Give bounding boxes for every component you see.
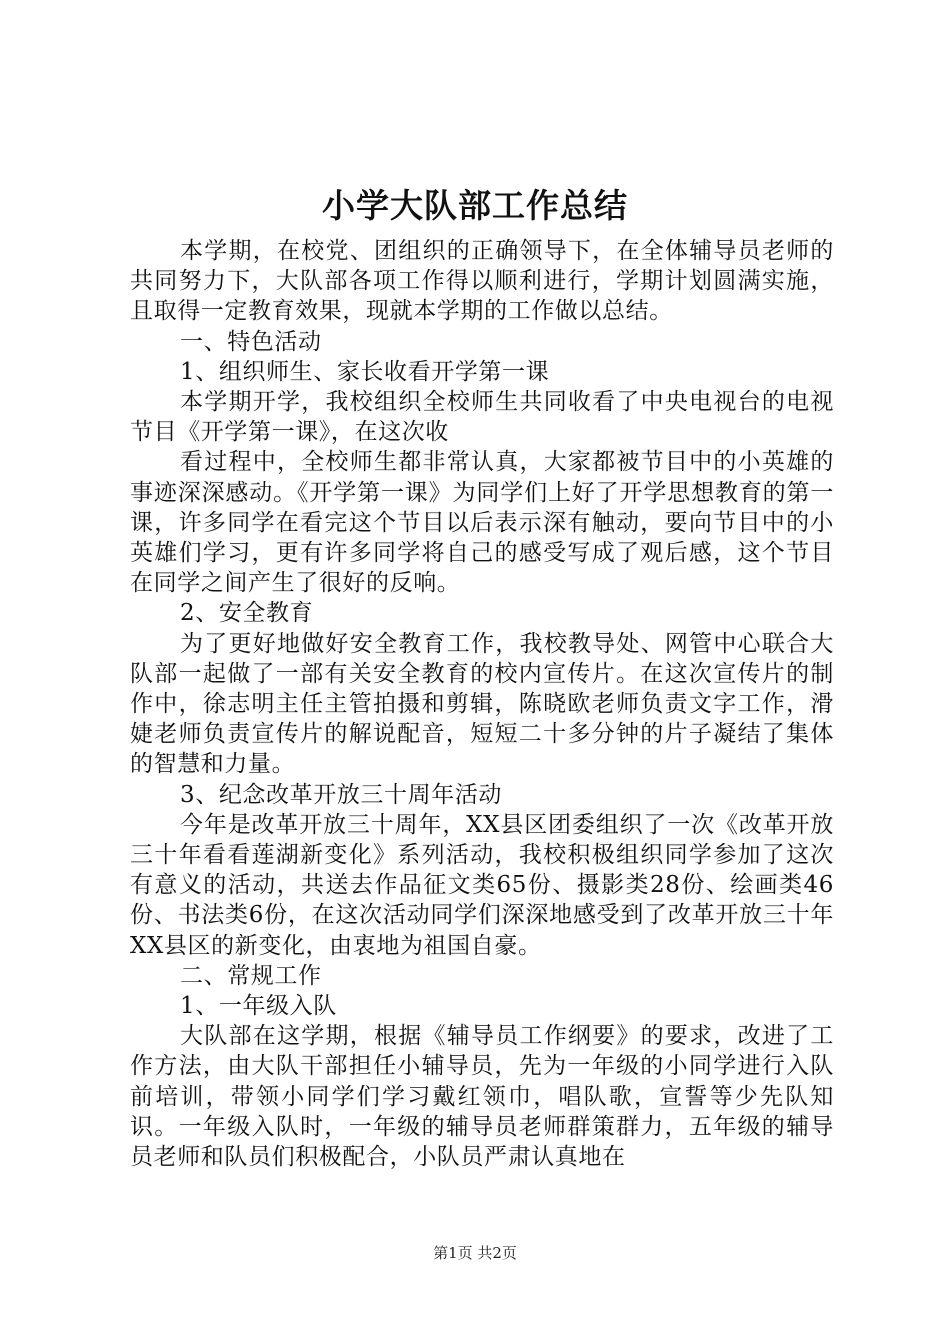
- paragraph-first-lesson-b: 看过程中，全校师生都非常认真，大家都被节目中的小英雄的事迹深深感动。《开学第一课》为同学们上好了开学思想教育的第一课，许多同学在看完这个节目以后表示深有触动，要向节目中的小英雄们学习，更有许多同学将自己的感受写成了观后感，这个节目在同学之间产生了很好的反响。: [130, 449, 834, 597]
- document-title: 小学大队部工作总结: [322, 186, 628, 225]
- section-heading-special-activities: 一、特色活动: [180, 328, 322, 355]
- section-heading-routine-work: 二、常规工作: [180, 962, 322, 989]
- subheading-first-grade-enrollment: 1、一年级入队: [180, 993, 337, 1020]
- subheading-reform-anniversary: 3、纪念改革开放三十周年活动: [180, 781, 503, 808]
- subheading-safety-education: 2、安全教育: [180, 600, 314, 627]
- paragraph-safety-education: 为了更好地做好安全教育工作，我校教导处、网管中心联合大队部一起做了一部有关安全教育的校内宣传片。在这次宣传片的制作中，徐志明主任主管拍摄和剪辑，陈晓欧老师负责文字工作，滑婕老师负责宣传片的解说配音，短短二十多分钟的片子凝结了集体的智慧和力量。: [130, 630, 834, 778]
- paragraph-reform-anniversary: 今年是改革开放三十周年，XX县区团委组织了一次《改革开放三十年看看莲湖新变化》系列活动，我校积极组织同学参加了这次有意义的活动，共送去作品征文类65份、摄影类28份、绘画类46份、书法类6份，在这次活动同学们深深地感受到了改革开放三十年XX县区的新变化，由衷地为祖国自豪。: [130, 811, 834, 959]
- intro-paragraph: 本学期，在校党、团组织的正确领导下，在全体辅导员老师的共同努力下，大队部各项工作得以顺利进行，学期计划圆满实施，且取得一定教育效果，现就本学期的工作做以总结。: [130, 238, 834, 325]
- paragraph-first-lesson-a: 本学期开学，我校组织全校师生共同收看了中央电视台的电视节目《开学第一课》，在这次收: [130, 389, 834, 446]
- page-footer: 第1页 共2页: [433, 1244, 517, 1262]
- paragraph-first-grade-enrollment: 大队部在这学期，根据《辅导员工作纲要》的要求，改进了工作方法，由大队干部担任小辅导员，先为一年级的小同学进行入队前培训，带领小同学们学习戴红领巾，唱队歌，宣誓等少先队知识。一年级入队时，一年级的辅导员老师群策群力，五年级的辅导员老师和队员们积极配合，小队员严肃认真地在: [130, 1023, 834, 1171]
- document-body: [130, 236, 834, 1172]
- subheading-first-lesson: 1、组织师生、家长收看开学第一课: [180, 358, 550, 385]
